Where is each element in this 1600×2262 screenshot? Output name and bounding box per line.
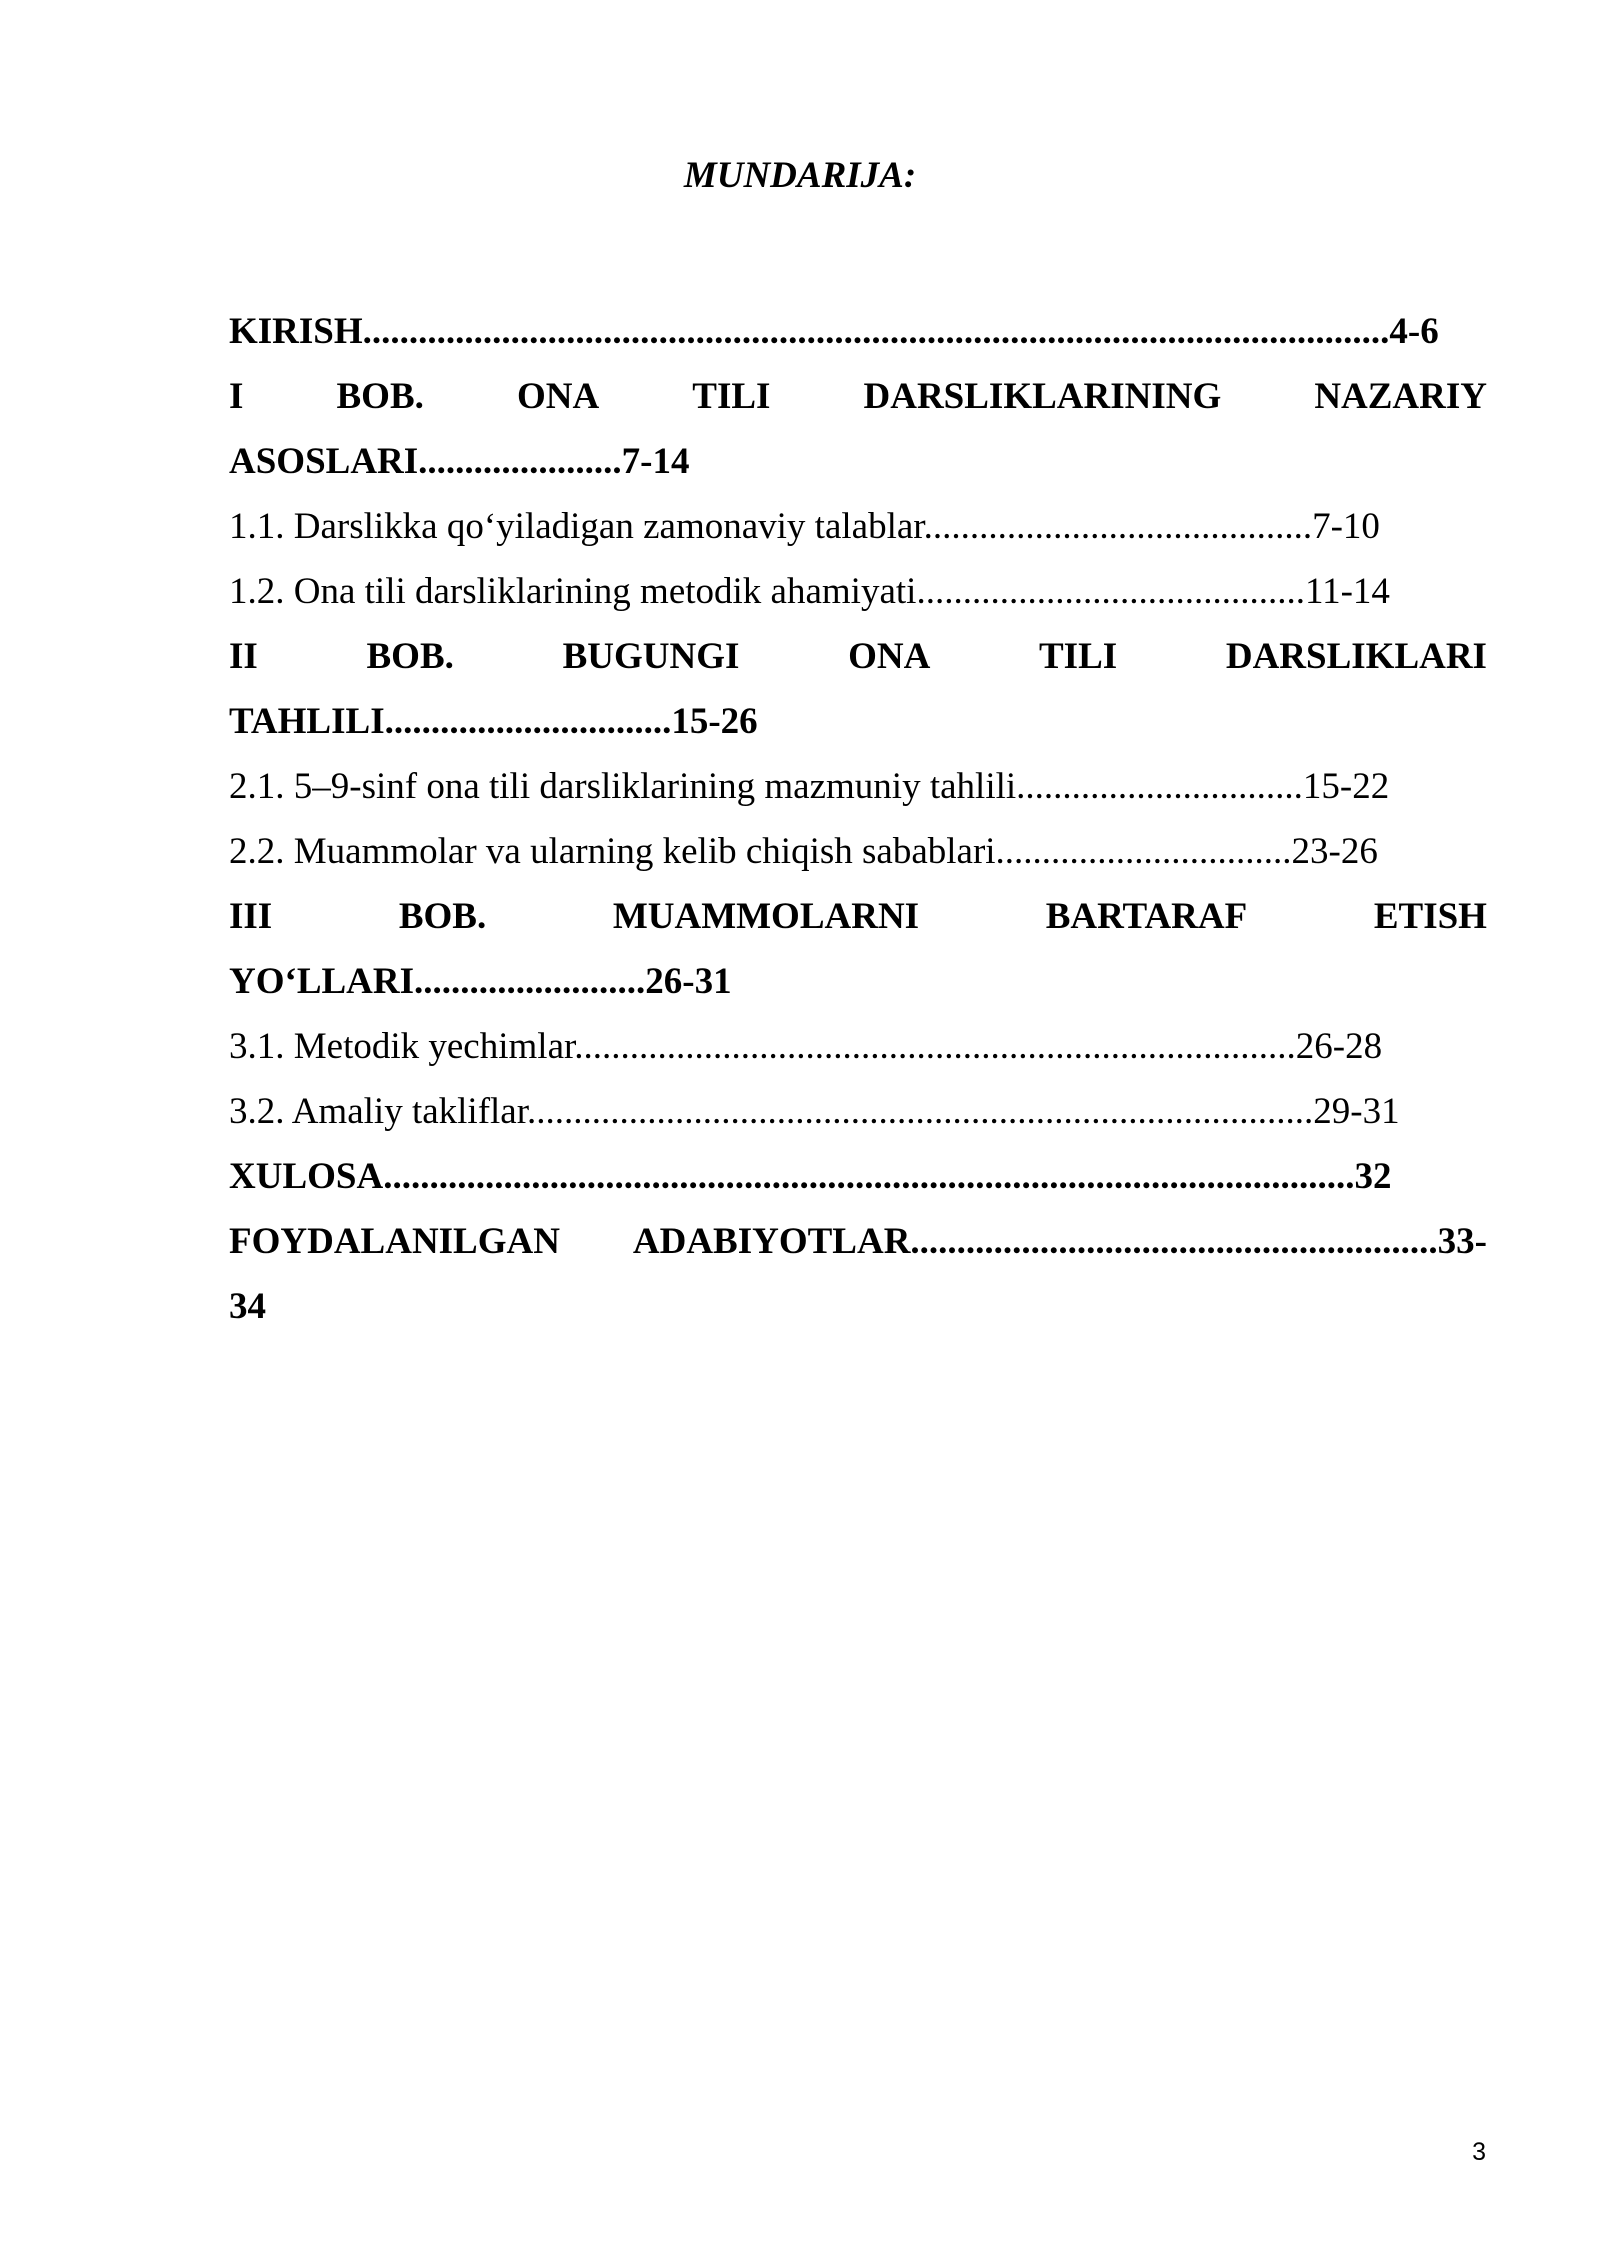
toc-word: II (229, 636, 258, 677)
toc-word: ETISH (1373, 896, 1487, 937)
toc-word: NAZARIY (1314, 376, 1487, 417)
toc-section-3-1[interactable]: 3.1. Metodik yechimlar..............................................................................26-28 (229, 1026, 1383, 1067)
page-title: MUNDARIJA: (683, 155, 917, 196)
toc-word: FOYDALANILGAN (229, 1221, 560, 1262)
toc-section-1-1[interactable]: 1.1. Darslikka qo‘yiladigan zamonaviy talablar..........................................7-10 (229, 506, 1380, 547)
toc-chapter-3-tail[interactable]: YO‘LLARI.........................26-31 (229, 961, 732, 1002)
toc-word: ONA (516, 376, 600, 417)
toc-word: DARSLIKLARINING (863, 376, 1222, 417)
toc-word: BUGUNGI (562, 636, 740, 677)
toc-chapter-1-tail[interactable]: ASOSLARI......................7-14 (229, 441, 690, 482)
page-number: 3 (1472, 2138, 1486, 2166)
toc-chapter-2-heading[interactable] (229, 633, 1487, 698)
toc-chapter-2-tail[interactable]: TAHLILI...............................15-26 (229, 701, 758, 742)
toc-word: ADABIYOTLAR.........................................................33- (632, 1221, 1487, 1262)
toc-word: I (229, 376, 244, 417)
toc-entry-adabiyotlar[interactable] (229, 1218, 1487, 1283)
toc-chapter-1-heading[interactable] (229, 373, 1487, 438)
toc-word: III (229, 896, 273, 937)
table-of-contents (229, 308, 1487, 1348)
toc-word: BOB. (366, 636, 454, 677)
toc-word: BOB. (336, 376, 424, 417)
toc-word: BARTARAF (1045, 896, 1248, 937)
toc-section-3-2[interactable]: 3.2. Amaliy takliflar.....................................................................................29-31 (229, 1091, 1400, 1132)
toc-chapter-3-heading[interactable] (229, 893, 1487, 958)
toc-entry-kirish[interactable]: KIRISH...............................................................................................................4-6 (229, 311, 1439, 352)
toc-word: BOB. (398, 896, 487, 937)
toc-section-1-2[interactable]: 1.2. Ona tili darsliklarining metodik ahamiyati..........................................11-14 (229, 571, 1390, 612)
toc-word: ONA (848, 636, 931, 677)
toc-word: DARSLIKLARI (1225, 636, 1487, 677)
toc-word: MUAMMOLARNI (612, 896, 920, 937)
toc-entry-xulosa[interactable]: XULOSA.........................................................................................................32 (229, 1156, 1392, 1197)
toc-section-2-1[interactable]: 2.1. 5–9-sinf ona tili darsliklarining mazmuniy tahlili...............................15-22 (229, 766, 1390, 807)
toc-word: TILI (692, 376, 771, 417)
toc-section-2-2[interactable]: 2.2. Muammolar va ularning kelib chiqish sabablari................................23-26 (229, 831, 1378, 872)
toc-word: TILI (1039, 636, 1118, 677)
toc-entry-adabiyotlar-tail[interactable]: 34 (229, 1286, 266, 1327)
